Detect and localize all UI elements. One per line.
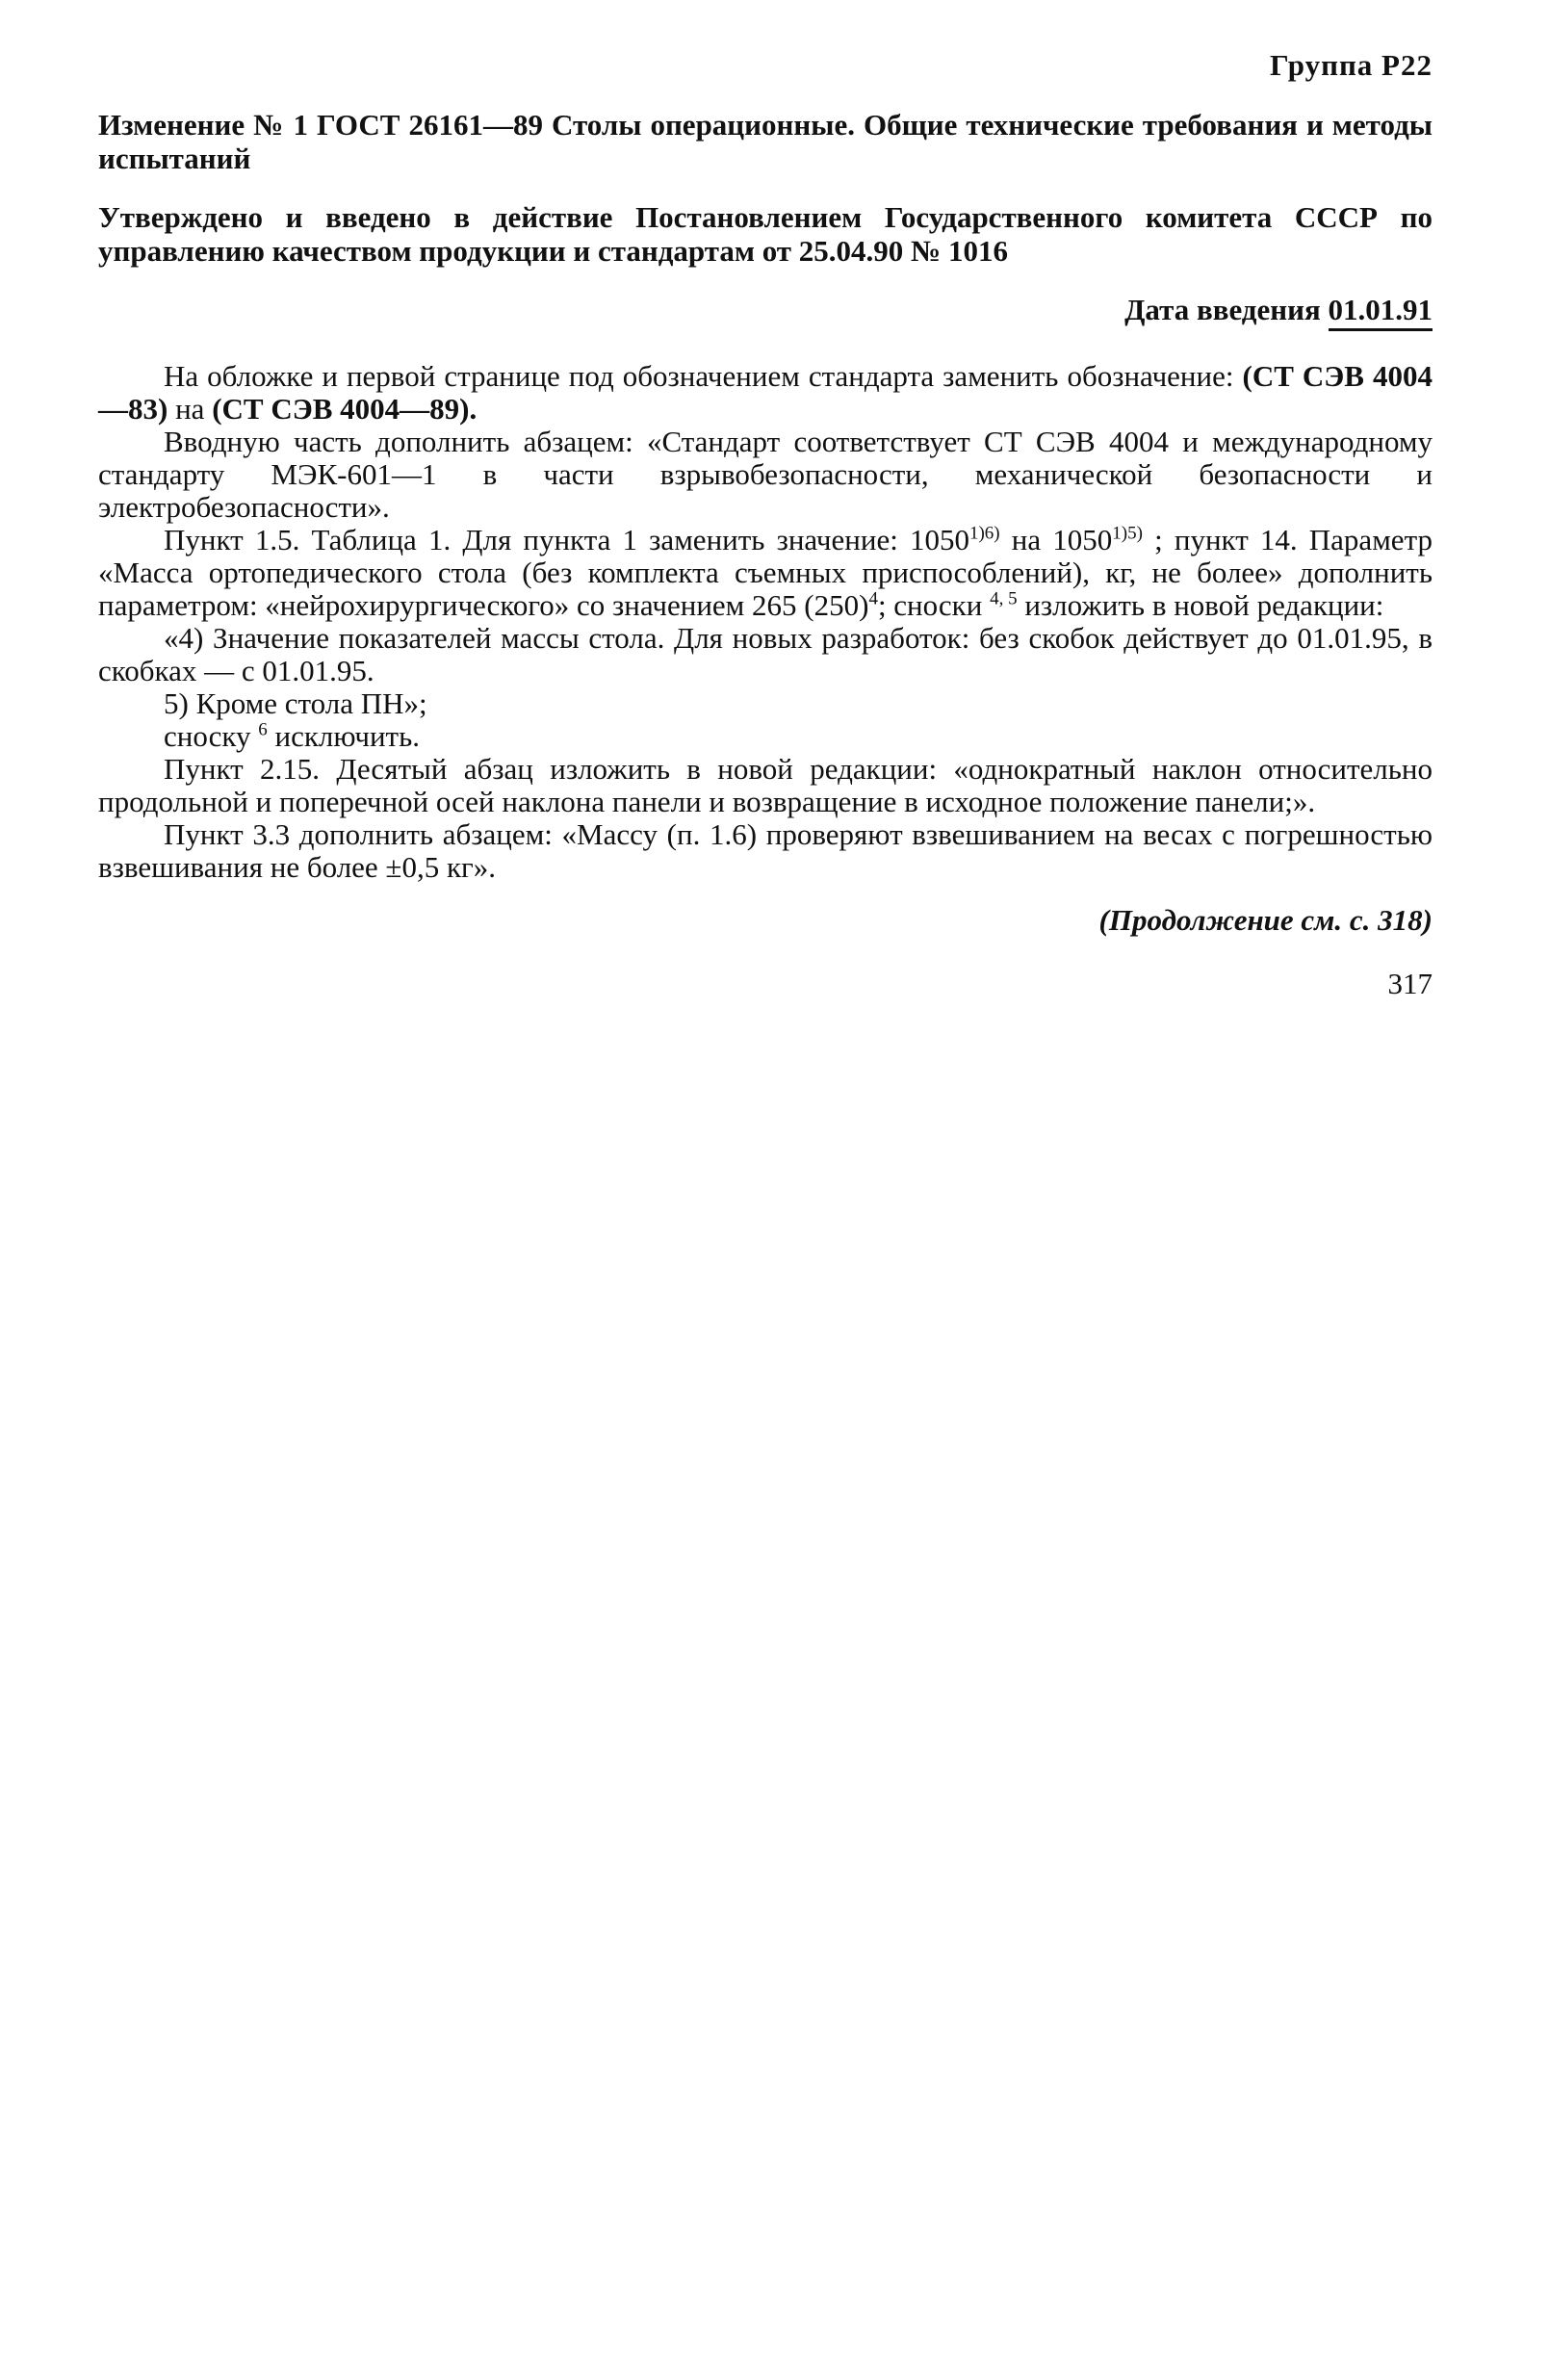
amendment-body — [98, 360, 1433, 884]
p1-text: На обложке и первой странице под обозначением стандарта заменить обозначение: — [164, 359, 1243, 393]
p6-tail: исключить. — [267, 719, 420, 753]
p6-lead: сноску — [164, 719, 259, 753]
paragraph-item-2-15: Пункт 2.15. Десятый абзац изложить в новой редакции: «однократный наклон относительно продольной и поперечной осей наклона панели и возвращение в исходное положение панели;». — [98, 752, 1433, 818]
date-label: Дата введения — [1124, 293, 1321, 326]
paragraph-item-1-5 — [98, 524, 1433, 622]
p1-mid: на — [168, 392, 213, 426]
p1-new-designation: (СТ СЭВ 4004—89). — [212, 392, 478, 426]
p6-footnote: 6 — [258, 719, 268, 740]
footnote-4-text: «4) Значение показателей массы стола. Для новых разработок: без скобок действует до 01.01.95, в скобках — с 01.01.95. — [98, 621, 1433, 687]
amendment-title: Изменение № 1 ГОСТ 26161—89 Столы операционные. Общие технические требования и методы испытаний — [98, 108, 1433, 175]
p3-lead: Пункт 1.5. Таблица 1. Для пункта 1 заменить значение: — [164, 523, 910, 556]
p2-lead: Вводную часть дополнить абзацем: — [164, 425, 647, 458]
p3-footnote-4: 4 — [868, 588, 878, 609]
footnote-6-removal — [98, 720, 1433, 753]
p1-old-designation: (СТ СЭВ 4004—83) — [98, 359, 1433, 426]
p3-footnotes-45: 4, 5 — [990, 588, 1018, 609]
date-value: 01.01.91 — [1329, 293, 1433, 331]
p3-old-footnote: 1)6) — [968, 523, 1000, 544]
p3-footnotes-lead: ; сноски — [877, 588, 991, 622]
paragraph-introduction — [98, 426, 1433, 524]
p2-quote: «Стандарт соответствует СТ СЭВ 4004 и международному стандарту МЭК-601—1 в части взрывобезопасности, механической безопасности и электробезопасности». — [98, 425, 1433, 524]
p3-on: на — [999, 523, 1053, 556]
document-page — [98, 48, 1433, 1001]
continued-note: (Продолжение см. с. 318) — [1098, 903, 1433, 937]
page-number: 317 — [1387, 967, 1433, 1000]
p3-new-footnote: 1)5) — [1112, 523, 1143, 544]
p3-body: ; пункт 14. Параметр «Масса ортопедического стола (без комплекта съемных приспособлений), кг, не более» дополнить параметром: «нейрохирургического» со значением 265 (250) — [98, 523, 1433, 622]
approval-statement: Утверждено и введено в действие Постановлением Государственного комитета СССР по управлению качеством продукции и стандартам от 25.04.90 № 1016 — [98, 200, 1433, 268]
paragraph-cover — [98, 360, 1433, 426]
paragraph-item-3-3: Пункт 3.3 дополнить абзацем: «Массу (п. 1.6) проверяют взвешиванием на весах с погрешностью взвешивания не более ±0,5 кг». — [98, 817, 1433, 884]
p3-new-value: 1050 — [1052, 523, 1113, 556]
effective-date — [98, 293, 1433, 327]
p3-old-value: 1050 — [909, 523, 969, 556]
footnote-5-text: 5) Кроме стола ПН»; — [164, 686, 427, 720]
p3-tail: изложить в новой редакции: — [1017, 588, 1384, 622]
group-label: Группа Р22 — [1269, 48, 1433, 82]
